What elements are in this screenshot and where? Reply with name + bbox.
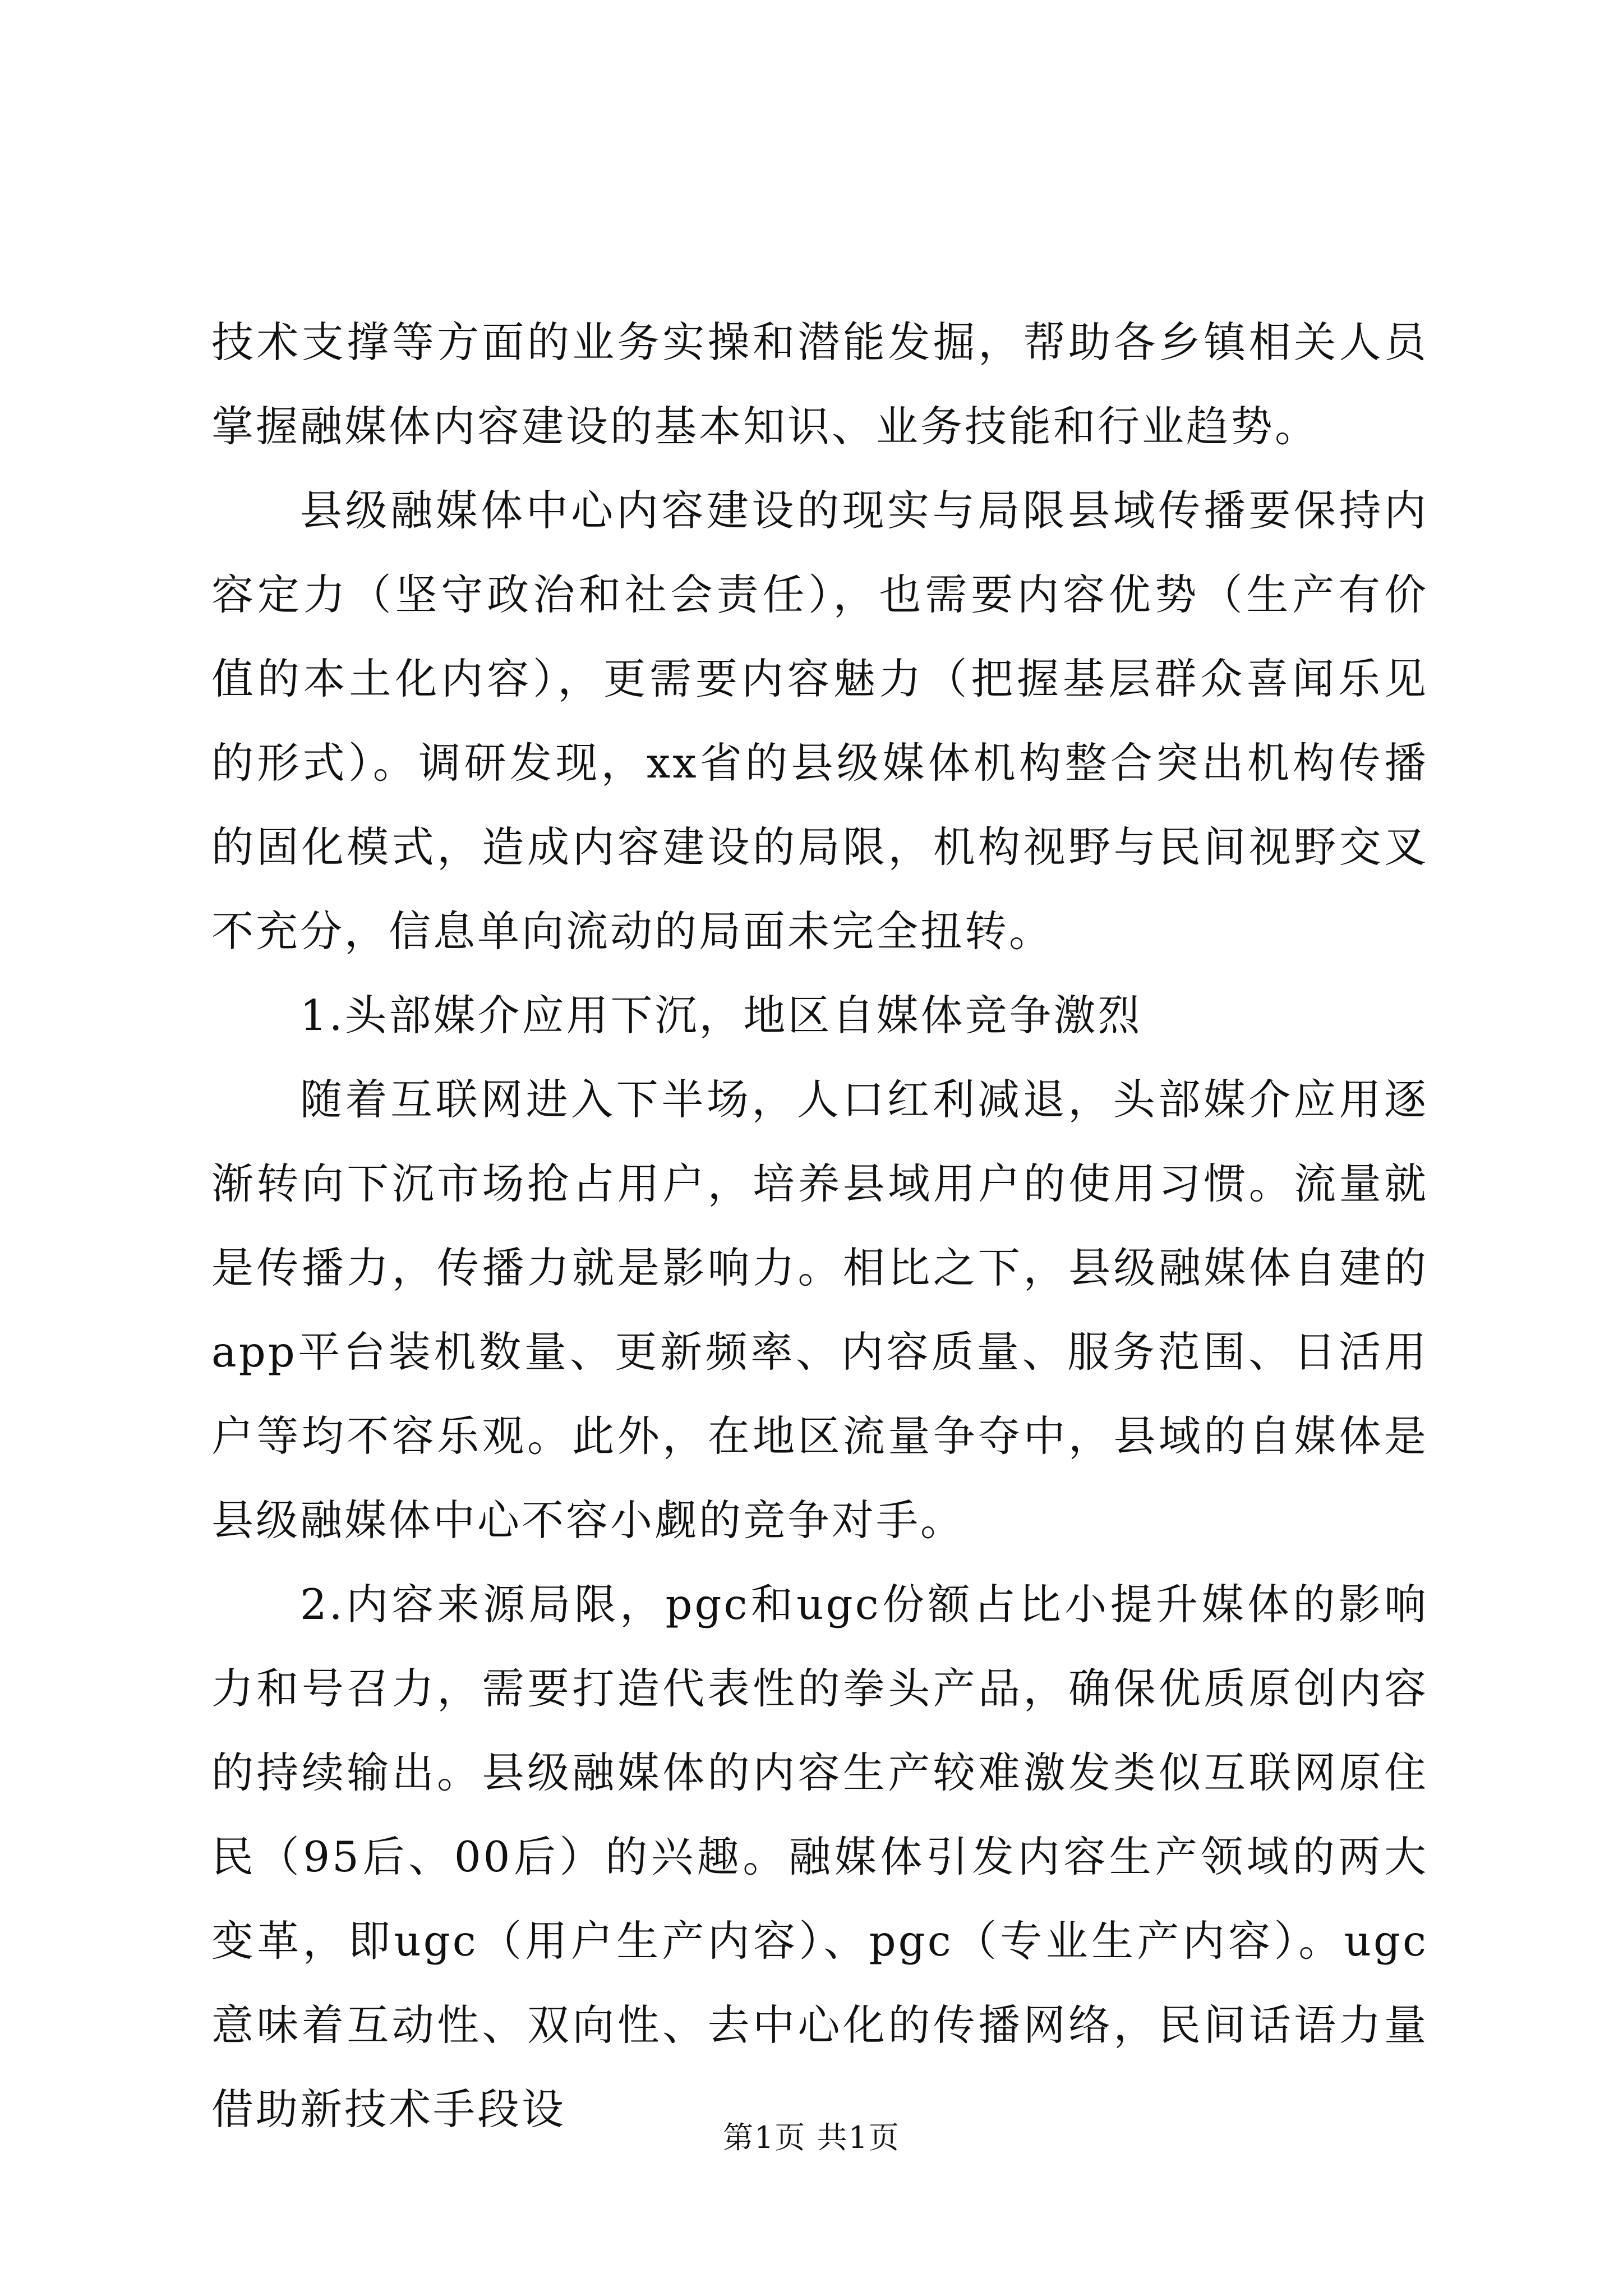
document-body [211,300,1428,2151]
paragraph-internet-second-half: 随着互联网进入下半场，人口红利减退，头部媒介应用逐渐转向下沉市场抢占用户，培养县域用户的使用习惯。流量就是传播力，传播力就是影响力。相比之下，县级融媒体自建的app平台装机数量、更新频率、内容质量、服务范围、日活用户等均不容乐观。此外，在地区流量争夺中，县域的自媒体是县级融媒体中心不容小觑的竞争对手。 [211,1075,1428,1545]
paragraph-content-source-limits: 2.内容来源局限，pgc和ugc份额占比小提升媒体的影响力和号召力，需要打造代表性的拳头产品，确保优质原创内容的持续输出。县级融媒体的内容生产较难激发类似互联网原住民（95后、00后）的兴趣。融媒体引发内容生产领域的两大变革，即ugc（用户生产内容）、pgc（专业生产内容）。ugc意味着互动性、双向性、去中心化的传播网络，民间话语力量借助新技术手段设 [211,1580,1428,2134]
page-footer: 第1页 共1页 [723,2120,900,2155]
paragraph-county-media-reality: 县级融媒体中心内容建设的现实与局限县域传播要保持内容定力（坚守政治和社会责任），也需要内容优势（生产有价值的本土化内容），更需要内容魅力（把握基层群众喜闻乐见的形式）。调研发现，xx省的县级媒体机构整合突出机构传播的固化模式，造成内容建设的局限，机构视野与民间视野交叉不充分，信息单向流动的局面未完全扭转。 [211,486,1428,956]
section-heading-1: 1.头部媒介应用下沉，地区自媒体竞争激烈 [300,991,1142,1040]
paragraph-continued: 技术支撑等方面的业务实操和潜能发掘，帮助各乡镇相关人员掌握融媒体内容建设的基本知识、业务技能和行业趋势。 [211,318,1428,451]
